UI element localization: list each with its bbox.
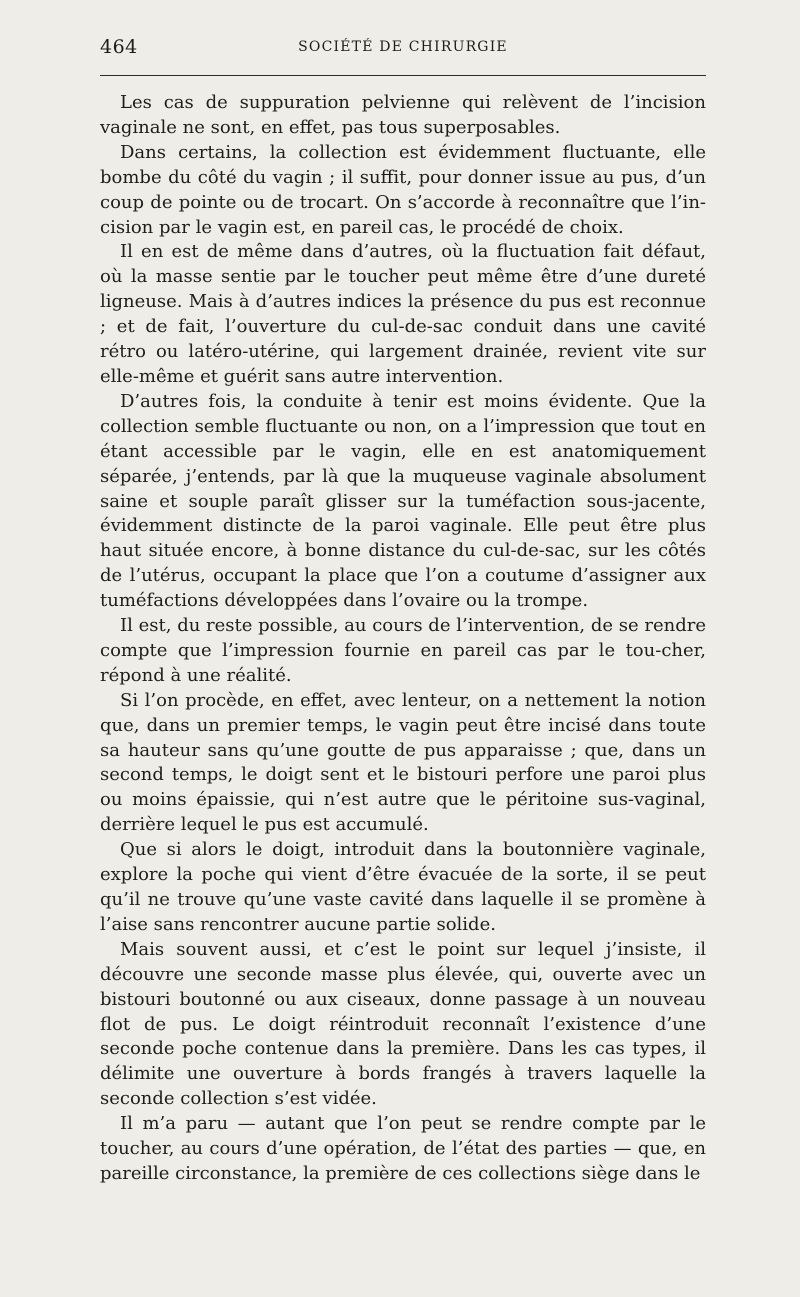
running-title: SOCIÉTÉ DE CHIRURGIE: [298, 39, 508, 55]
paragraph: Que si alors le doigt, introduit dans la boutonnière vaginale, explore la poche qui vient d’être évacuée de la sorte, il se peut qu’il ne trouve qu’une vaste cavité dans laquelle il se promène à l’aise sans rencontrer aucune partie solide.: [100, 839, 706, 935]
paragraph: Il m’a paru — autant que l’on peut se rendre compte par le toucher, au cours d’une opération, de l’état des parties — que, en pareille circonstance, la première de ces collections siège dans le: [100, 1113, 706, 1184]
page-header: [100, 36, 706, 60]
paragraph: Il est, du reste possible, au cours de l’intervention, de se rendre compte que l’impression fournie en pareil cas par le tou-cher, répond à une réalité.: [100, 615, 706, 686]
page-number: 464: [100, 36, 138, 58]
paragraph: Les cas de suppuration pelvienne qui relèvent de l’incision vaginale ne sont, en effet, pas tous superposables.: [100, 92, 706, 138]
paragraph: Il en est de même dans d’autres, où la fluctuation fait défaut, où la masse sentie par le toucher peut même être d’une dureté ligneuse. Mais à d’autres indices la présence du pus est reconnue ; et de fait, l’ouverture du cul-de-sac conduit dans une cavité rétro ou latéro-utérine, qui largement drainée, revient vite sur elle-même et guérit sans autre intervention.: [100, 241, 706, 387]
paragraph: Dans certains, la collection est évidemment fluctuante, elle bombe du côté du vagin ; il suffit, pour donner issue au pus, d’un coup de pointe ou de trocart. On s’accorde à reconnaître que l’in-cision par le vagin est, en pareil cas, le procédé de choix.: [100, 141, 706, 238]
paragraph: Si l’on procède, en effet, avec lenteur, on a nettement la notion que, dans un premier temps, le vagin peut être incisé dans toute sa hauteur sans qu’une goutte de pus apparaisse ; que, dans un second temps, le doigt sent et le bistouri perfore une paroi plus ou moins épaissie, qui n’est autre que le péritoine sus-vaginal, derrière lequel le pus est accumulé.: [100, 689, 706, 836]
paragraph: D’autres fois, la conduite à tenir est moins évidente. Que la collection semble fluctuante ou non, on a l’impression que tout en étant accessible par le vagin, elle en est anatomiquement séparée, j’entends, par là que la muqueuse vaginale absolument saine et souple paraît glisser sur la tuméfaction sous-jacente, évidemment distincte de la paroi vaginale. Elle peut être plus haut située encore, à bonne distance du cul-de-sac, sur les côtés de l’utérus, occupant la place que l’on a coutume d’assigner aux tuméfactions développées dans l’ovaire ou la trompe.: [100, 390, 706, 612]
paragraph: Mais souvent aussi, et c’est le point sur lequel j’insiste, il découvre une seconde masse plus élevée, qui, ouverte avec un bistouri boutonné ou aux ciseaux, donne passage à un nouveau flot de pus. Le doigt réintroduit reconnaît l’existence d’une seconde poche contenue dans la première. Dans les cas types, il délimite une ouverture à bords frangés à travers laquelle la seconde collection s’est vidée.: [100, 938, 706, 1110]
header-rule: [100, 75, 706, 76]
body-text: [100, 91, 706, 1187]
